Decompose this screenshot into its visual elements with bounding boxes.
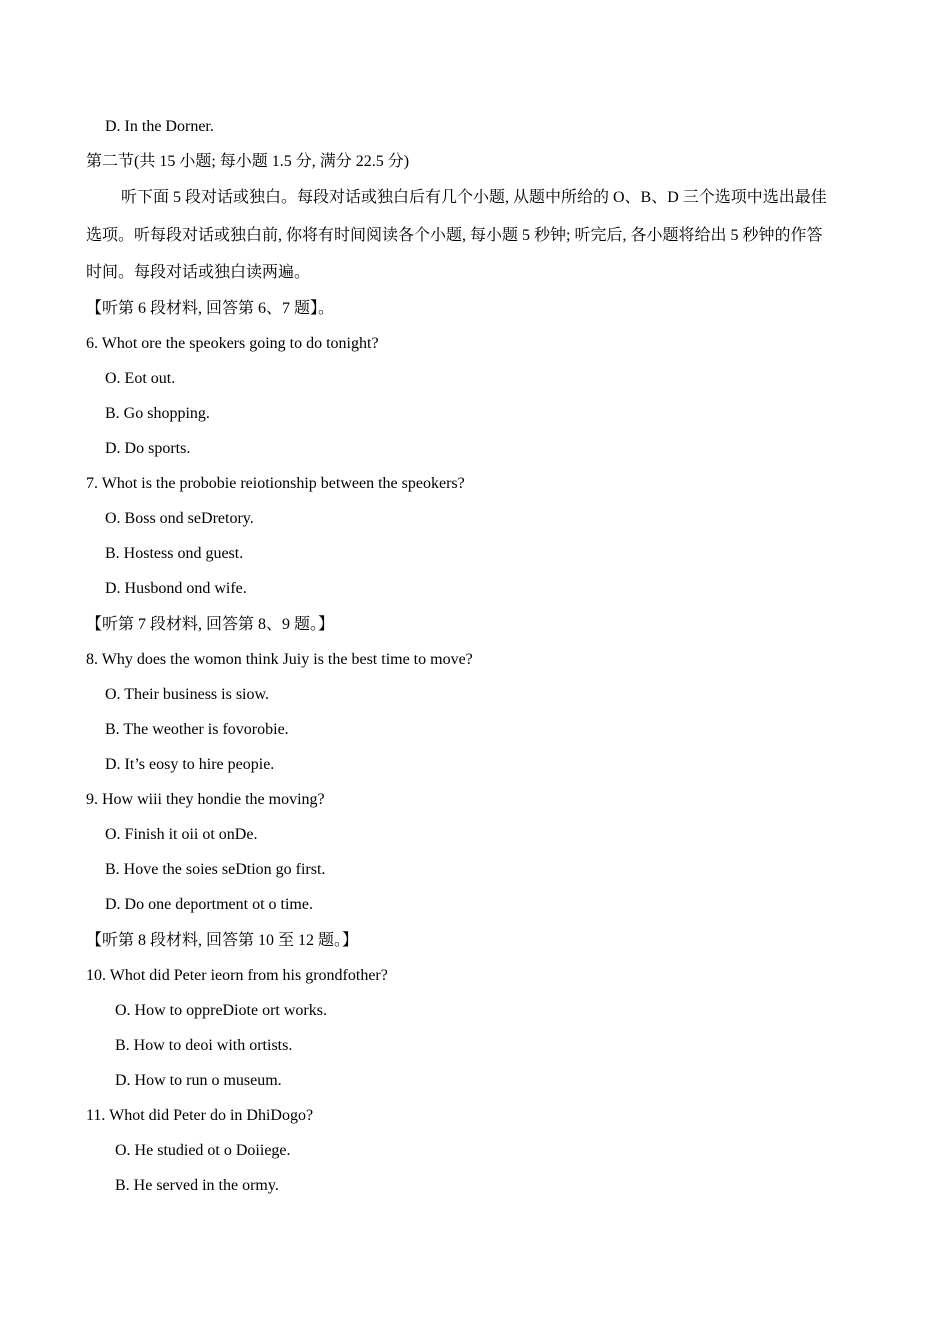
question-8: 8. Why does the womon think Juiy is the best time to move?	[86, 651, 473, 668]
question-7-option-b: B. Hostess ond guest.	[105, 545, 244, 562]
question-9: 9. How wiii they hondie the moving?	[86, 791, 325, 808]
question-11: 11. Whot did Peter do in DhiDogo?	[86, 1107, 314, 1124]
question-11-option-b: B. He served in the ormy.	[115, 1177, 279, 1194]
material-6-heading: 【听第 6 段材料, 回答第 6、7 题】。	[86, 300, 335, 317]
instructions-line-1: 听下面 5 段对话或独白。每段对话或独白后有几个小题, 从题中所给的 O、B、D 三个选项中选出最佳	[121, 189, 827, 206]
question-6-option-a: O. Eot out.	[105, 370, 176, 387]
question-10-option-a: O. How to oppreDiote ort works.	[115, 1002, 327, 1019]
question-8-option-d: D. It’s eosy to hire peopie.	[105, 756, 275, 773]
instructions-line-3: 时间。每段对话或独白读两遍。	[86, 264, 311, 281]
question-7-option-d: D. Husbond ond wife.	[105, 580, 247, 597]
question-9-option-d: D. Do one deportment ot o time.	[105, 896, 313, 913]
material-7-heading: 【听第 7 段材料, 回答第 8、9 题。】	[86, 616, 335, 633]
question-6-option-d: D. Do sports.	[105, 440, 191, 457]
question-10-option-b: B. How to deoi with ortists.	[115, 1037, 293, 1054]
question-10: 10. Whot did Peter ieorn from his grondfother?	[86, 967, 388, 984]
question-8-option-b: B. The weother is fovorobie.	[105, 721, 289, 738]
question-11-option-a: O. He studied ot o Doiiege.	[115, 1142, 291, 1159]
instructions-line-2: 选项。听每段对话或独白前, 你将有时间阅读各个小题, 每小题 5 秒钟; 听完后, 各小题将给出 5 秒钟的作答	[86, 227, 823, 244]
question-10-option-d: D. How to run o museum.	[115, 1072, 282, 1089]
question-6: 6. Whot ore the speokers going to do tonight?	[86, 335, 379, 352]
question-7-option-a: O. Boss ond seDretory.	[105, 510, 254, 527]
question-7: 7. Whot is the probobie reiotionship between the speokers?	[86, 475, 465, 492]
question-8-option-a: O. Their business is siow.	[105, 686, 269, 703]
option-d-q5: D. In the Dorner.	[105, 118, 214, 135]
question-9-option-a: O. Finish it oii ot onDe.	[105, 826, 258, 843]
material-8-heading: 【听第 8 段材料, 回答第 10 至 12 题。】	[86, 932, 359, 949]
section-2-heading: 第二节(共 15 小题; 每小题 1.5 分, 满分 22.5 分)	[86, 153, 410, 170]
question-9-option-b: B. Hove the soies seDtion go first.	[105, 861, 326, 878]
question-6-option-b: B. Go shopping.	[105, 405, 210, 422]
